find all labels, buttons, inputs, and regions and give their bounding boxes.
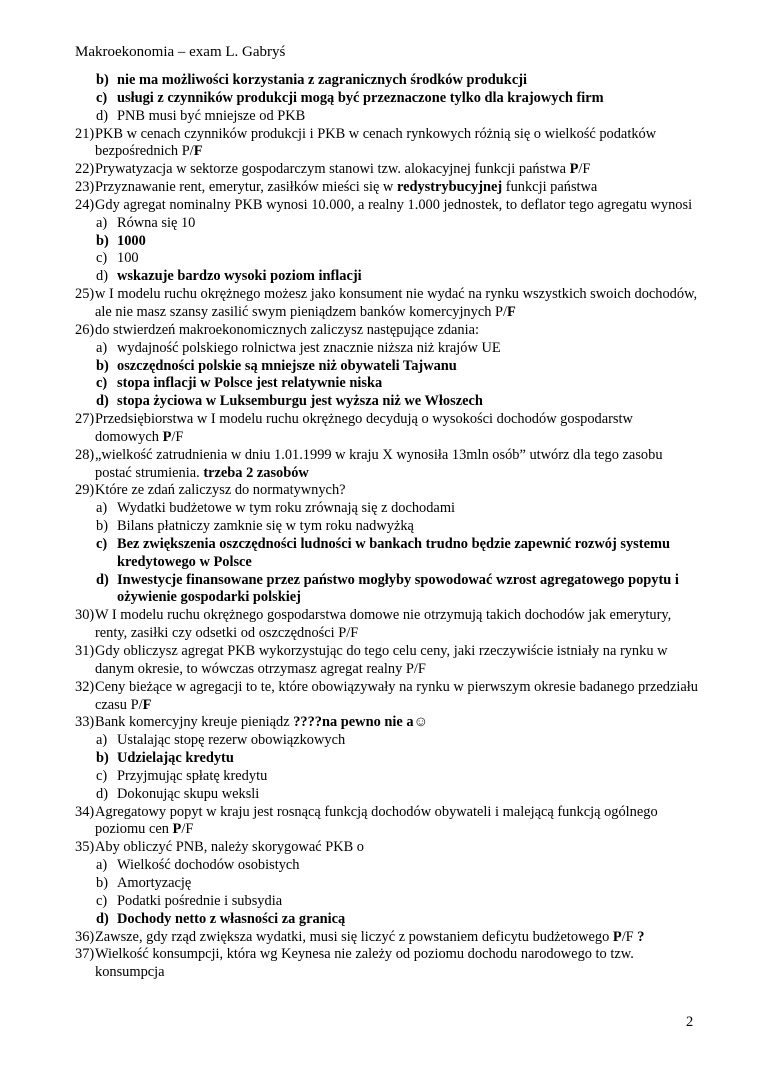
question-25: 25) w I modelu ruchu okrężnego możesz jako konsument nie wydać na rynku wszystkich swoich dochodów, ale nie masz szansy zasilić swym pieniądzem banków komercyjnych P/F (75, 286, 698, 320)
option-a: a) wydajność polskiego rolnictwa jest znacznie niższa niż krajów UE (96, 339, 501, 356)
question-29: 29) Które ze zdań zaliczysz do normatywnych? (75, 482, 346, 499)
question-26: 26) do stwierdzeń makroekonomicznych zaliczysz następujące zdania: (75, 321, 479, 338)
option-d: d) stopa życiowa w Luksemburgu jest wyższa niż we Włoszech (96, 393, 483, 410)
option-b: b) Udzielając kredytu (96, 750, 234, 767)
question-23: 23) Przyznawanie rent, emerytur, zasiłków mieści się w redystrybucyjnej funkcji państwa (75, 179, 598, 196)
option-c: c) usługi z czynników produkcji mogą być przeznaczone tylko dla krajowych firm (96, 89, 604, 106)
question-32: 32) Ceny bieżące w agregacji to te, które obowiązywały na rynku w pierwszym okresie badanego przedziału czasu P/F (75, 678, 698, 713)
option-d: d) Dokonując skupu weksli (96, 785, 260, 802)
option-a: a) Ustalając stopę rezerw obowiązkowych (96, 732, 346, 749)
question-28: 28) „wielkość zatrudnienia w dniu 1.01.1999 w kraju X wynosiła 13mln osób” utwórz dla tego zasobu postać strumienia. trzeba 2 zasobów (75, 446, 663, 481)
option-a: a) Wydatki budżetowe w tym roku zrównają się z dochodami (96, 500, 456, 517)
question-34: 34) Agregatowy popyt w kraju jest rosnącą funkcją dochodów obywateli i malejącą funkcją ogólnego poziomu cen P/F (75, 803, 658, 838)
question-30: 30) W I modelu ruchu okrężnego gospodarstwa domowe nie otrzymują takich dochodów jak emerytury, renty, zasiłki czy odsetki od oszczędności P/F (75, 607, 672, 642)
option-b: b) Amortyzację (96, 874, 192, 891)
option-c: c) Przyjmując spłatę kredytu (96, 767, 268, 784)
question-24: 24) Gdy agregat nominalny PKB wynosi 10.000, a realny 1.000 jednostek, to deflator tego agregatu wynosi (75, 196, 693, 213)
question-36: 36) Zawsze, gdy rząd zwiększa wydatki, musi się liczyć z powstaniem deficytu budżetowego P/F ? (75, 928, 645, 945)
option-c: c) Podatki pośrednie i subsydia (96, 892, 283, 909)
question-list (75, 72, 700, 982)
option-b: b) 1000 (96, 232, 146, 249)
question-27: 27) Przedsiębiorstwa w I modelu ruchu okrężnego decydują o wysokości dochodów gospodarstw domowych P/F (75, 411, 633, 445)
question-37: 37) Wielkość konsumpcji, która wg Keynesa nie zależy od poziomu dochodu narodowego to tzw. konsumpcja (75, 946, 634, 981)
option-b: b) Bilans płatniczy zamknie się w tym roku nadwyżką (96, 518, 414, 535)
option-c: c) 100 (96, 250, 139, 267)
question-22: 22) Prywatyzacja w sektorze gospodarczym stanowi tzw. alokacyjnej funkcji państwa P/F (75, 161, 591, 178)
question-35: 35) Aby obliczyć PNB, należy skorygować PKB o (75, 839, 364, 856)
option-c: c) Bez zwiększenia oszczędności ludności w bankach trudno będzie zapewnić rozwój systemu kredytowego w Polsce (96, 535, 670, 570)
page-header: Makroekonomia – exam L. Gabryś (75, 44, 286, 60)
option-d: d) wskazuje bardzo wysoki poziom inflacji (96, 268, 362, 285)
option-b: b) nie ma możliwości korzystania z zagranicznych środków produkcji (96, 72, 527, 88)
smiley-icon: ☺ (413, 714, 429, 731)
option-d: d) Inwestycje finansowane przez państwo mogłyby spowodować wzrost agregatowego popytu i ożywienie gospodarki polskiej (96, 571, 679, 606)
option-d: d) Dochody netto z własności za granicą (96, 910, 346, 927)
page-number: 2 (686, 1014, 694, 1030)
option-d: d) PNB musi być mniejsze od PKB (96, 107, 306, 124)
option-c: c) stopa inflacji w Polsce jest relatywnie niska (96, 375, 383, 392)
question-31: 31) Gdy obliczysz agregat PKB wykorzystując do tego celu ceny, jaki rzeczywiście istniały na rynku w danym okresie, to wówczas otrzymasz agregat realny P/F (75, 643, 668, 677)
question-33: 33) Bank komercyjny kreuje pieniądz ????na pewno nie a☺ (75, 714, 429, 731)
question-21: 21) PKB w cenach czynników produkcji i PKB w cenach rynkowych różnią się o wielkość podatków bezpośrednich P/F (75, 125, 657, 160)
option-a: a) Równa się 10 (96, 214, 196, 231)
option-b: b) oszczędności polskie są mniejsze niż obywateli Tajwanu (96, 357, 457, 374)
option-a: a) Wielkość dochodów osobistych (96, 857, 300, 874)
